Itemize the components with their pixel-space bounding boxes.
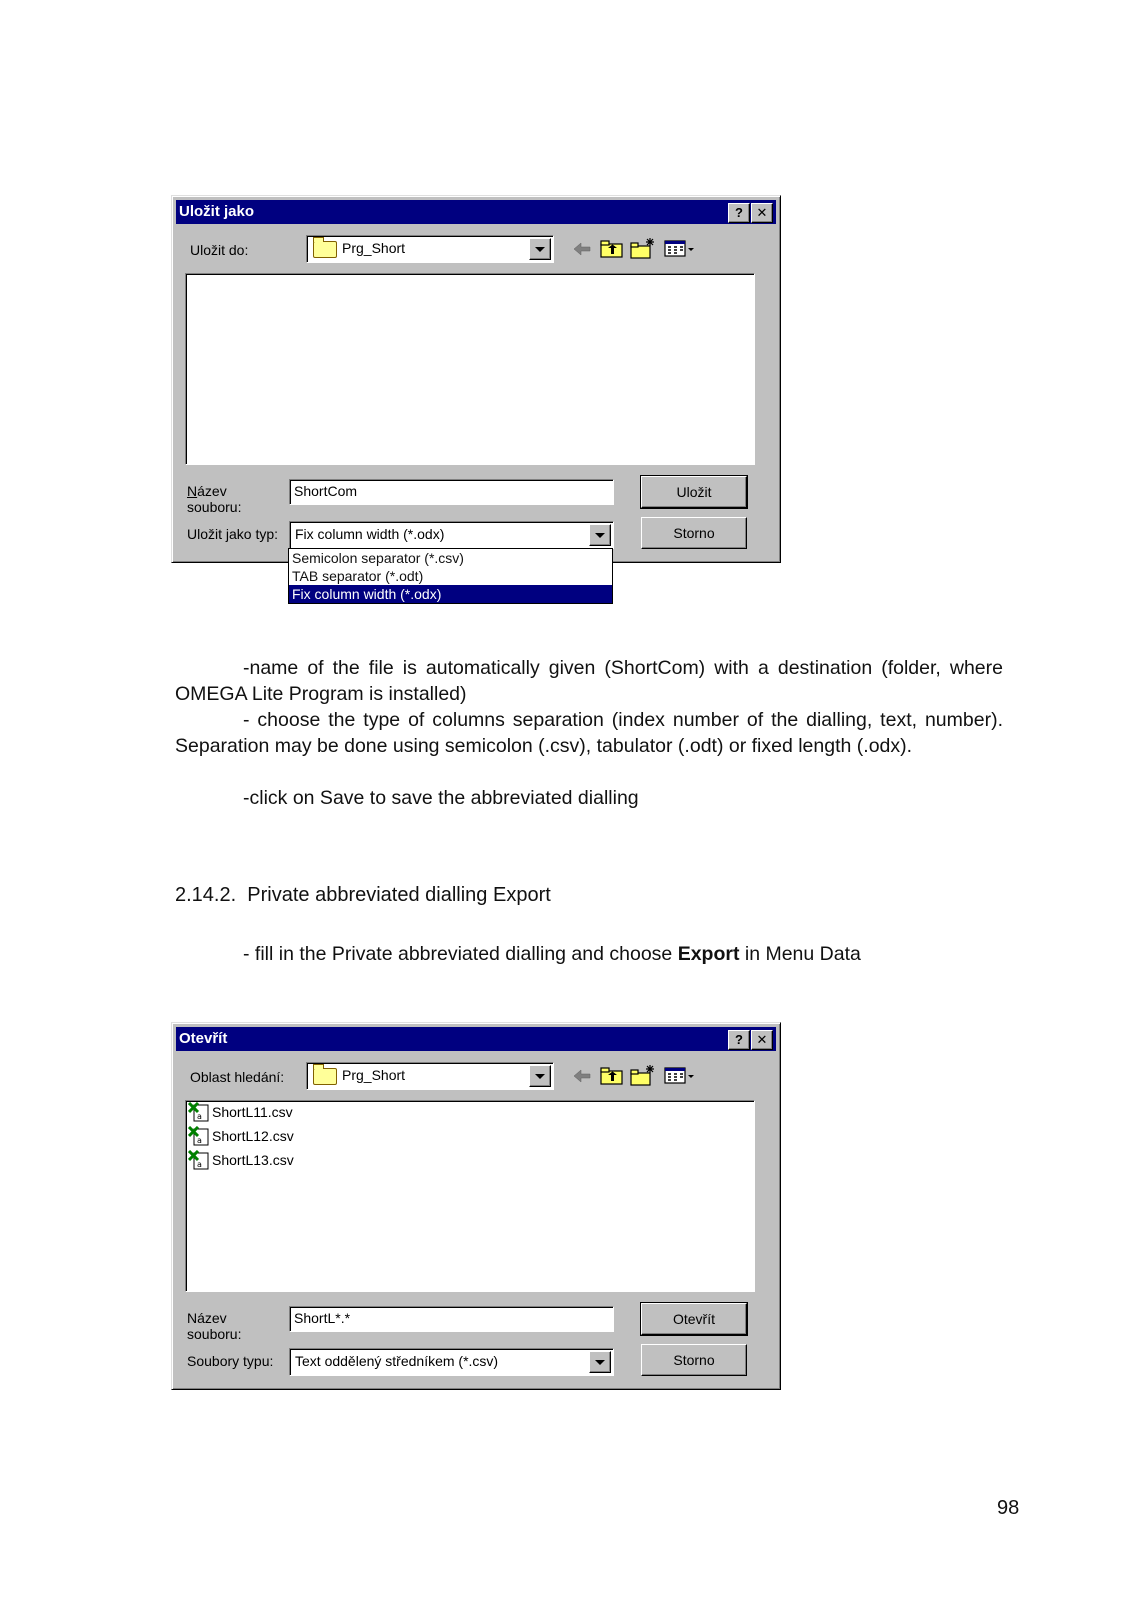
svg-text:a: a <box>197 1160 202 1169</box>
new-folder-icon[interactable] <box>630 1064 656 1086</box>
csv-file-icon <box>188 1126 210 1146</box>
type-option-csv[interactable]: Semicolon separator (*.csv) <box>292 550 464 566</box>
save-type-value: Fix column width (*.odx) <box>295 526 445 542</box>
up-folder-icon[interactable] <box>600 239 624 259</box>
save-as-dialog <box>171 195 781 563</box>
filename-label <box>187 483 241 515</box>
save-button[interactable]: Uložit <box>641 476 747 508</box>
svg-text:a: a <box>197 1112 202 1121</box>
open-dialog <box>171 1022 781 1390</box>
save-in-label: Uložit do: <box>190 242 249 258</box>
chevron-down-icon[interactable] <box>529 1065 551 1087</box>
list-item[interactable] <box>188 1126 294 1150</box>
up-folder-icon[interactable] <box>600 1066 624 1086</box>
close-button[interactable]: ✕ <box>751 203 773 223</box>
file-type-label: Soubory typu: <box>187 1353 274 1369</box>
filename-value[interactable]: ShortCom <box>294 483 358 499</box>
list-item[interactable] <box>188 1102 293 1126</box>
type-dropdown-list[interactable] <box>288 548 613 604</box>
folder-icon <box>313 241 337 258</box>
look-in-label: Oblast hledání: <box>190 1069 285 1085</box>
page-number: 98 <box>997 1497 1020 1519</box>
save-type-label: Uložit jako typ: <box>187 526 279 542</box>
dialog-title: Otevřít <box>179 1030 228 1047</box>
folder-icon <box>313 1068 337 1085</box>
back-arrow-icon[interactable] <box>572 241 592 257</box>
filename-label-rest: ázev <box>197 483 227 499</box>
type-option-odt[interactable]: TAB separator (*.odt) <box>292 568 424 584</box>
close-button[interactable]: ✕ <box>751 1030 773 1050</box>
save-in-folder: Prg_Short <box>342 240 406 256</box>
csv-file-icon <box>188 1102 210 1122</box>
svg-text:a: a <box>197 1136 202 1145</box>
csv-file-icon <box>188 1150 210 1170</box>
instruction-before: - fill in the Private abbreviated dialling and choose <box>243 943 678 965</box>
filename-input[interactable] <box>289 1306 614 1332</box>
filename-label-line1: Název <box>187 483 227 499</box>
save-type-combo[interactable] <box>289 521 614 549</box>
view-menu-icon[interactable] <box>664 240 698 258</box>
instruction-line <box>175 941 1003 967</box>
file-name: ShortL13.csv <box>212 1152 294 1168</box>
type-option-odx[interactable]: Fix column width (*.odx) <box>289 585 612 603</box>
filename-input[interactable] <box>289 479 614 505</box>
look-in-folder: Prg_Short <box>342 1067 406 1083</box>
filename-label <box>187 1310 241 1342</box>
instruction-after: in Menu Data <box>739 943 861 965</box>
file-list[interactable] <box>185 273 755 465</box>
dialog-titlebar <box>176 1027 776 1051</box>
dialog-titlebar <box>176 200 776 224</box>
save-in-combo[interactable] <box>306 235 554 263</box>
list-item[interactable] <box>188 1150 294 1174</box>
help-button[interactable]: ? <box>728 203 750 223</box>
file-type-value: Text oddělený středníkem (*.csv) <box>295 1353 499 1369</box>
section-heading: 2.14.2. Private abbreviated dialling Export <box>175 884 551 906</box>
filename-label-line2: souboru: <box>187 499 242 515</box>
new-folder-icon[interactable] <box>630 237 656 259</box>
view-menu-icon[interactable] <box>664 1067 698 1085</box>
dialog-title: Uložit jako <box>179 203 255 220</box>
back-arrow-icon[interactable] <box>572 1068 592 1084</box>
chevron-down-icon[interactable] <box>529 238 551 260</box>
paragraph-filename: -name of the file is automatically given (ShortCom) with a destination (folder, where OMEGA Lite Program is installed) <box>175 657 1003 705</box>
look-in-combo[interactable] <box>306 1062 554 1090</box>
file-name: ShortL12.csv <box>212 1128 294 1144</box>
cancel-button[interactable]: Storno <box>641 517 747 549</box>
file-list[interactable] <box>185 1100 755 1292</box>
filename-value[interactable]: ShortL*.* <box>294 1310 351 1326</box>
instruction-bold: Export <box>677 943 740 965</box>
paragraph-separation: - choose the type of columns separation (index number of the dialling, text, number). Separation may be done using semicolon (.csv), tabulator (.odt) or fixed length (.odx). <box>175 709 1003 757</box>
open-button[interactable]: Otevřít <box>641 1303 747 1335</box>
chevron-down-icon[interactable] <box>589 524 611 546</box>
file-name: ShortL11.csv <box>212 1104 293 1120</box>
chevron-down-icon[interactable] <box>589 1351 611 1373</box>
file-type-combo[interactable] <box>289 1348 614 1376</box>
filename-label-line1: Název <box>187 1310 227 1326</box>
help-button[interactable]: ? <box>728 1030 750 1050</box>
filename-label-line2: souboru: <box>187 1326 242 1342</box>
paragraph-save: -click on Save to save the abbreviated dialling <box>243 787 639 809</box>
cancel-button[interactable]: Storno <box>641 1344 747 1376</box>
